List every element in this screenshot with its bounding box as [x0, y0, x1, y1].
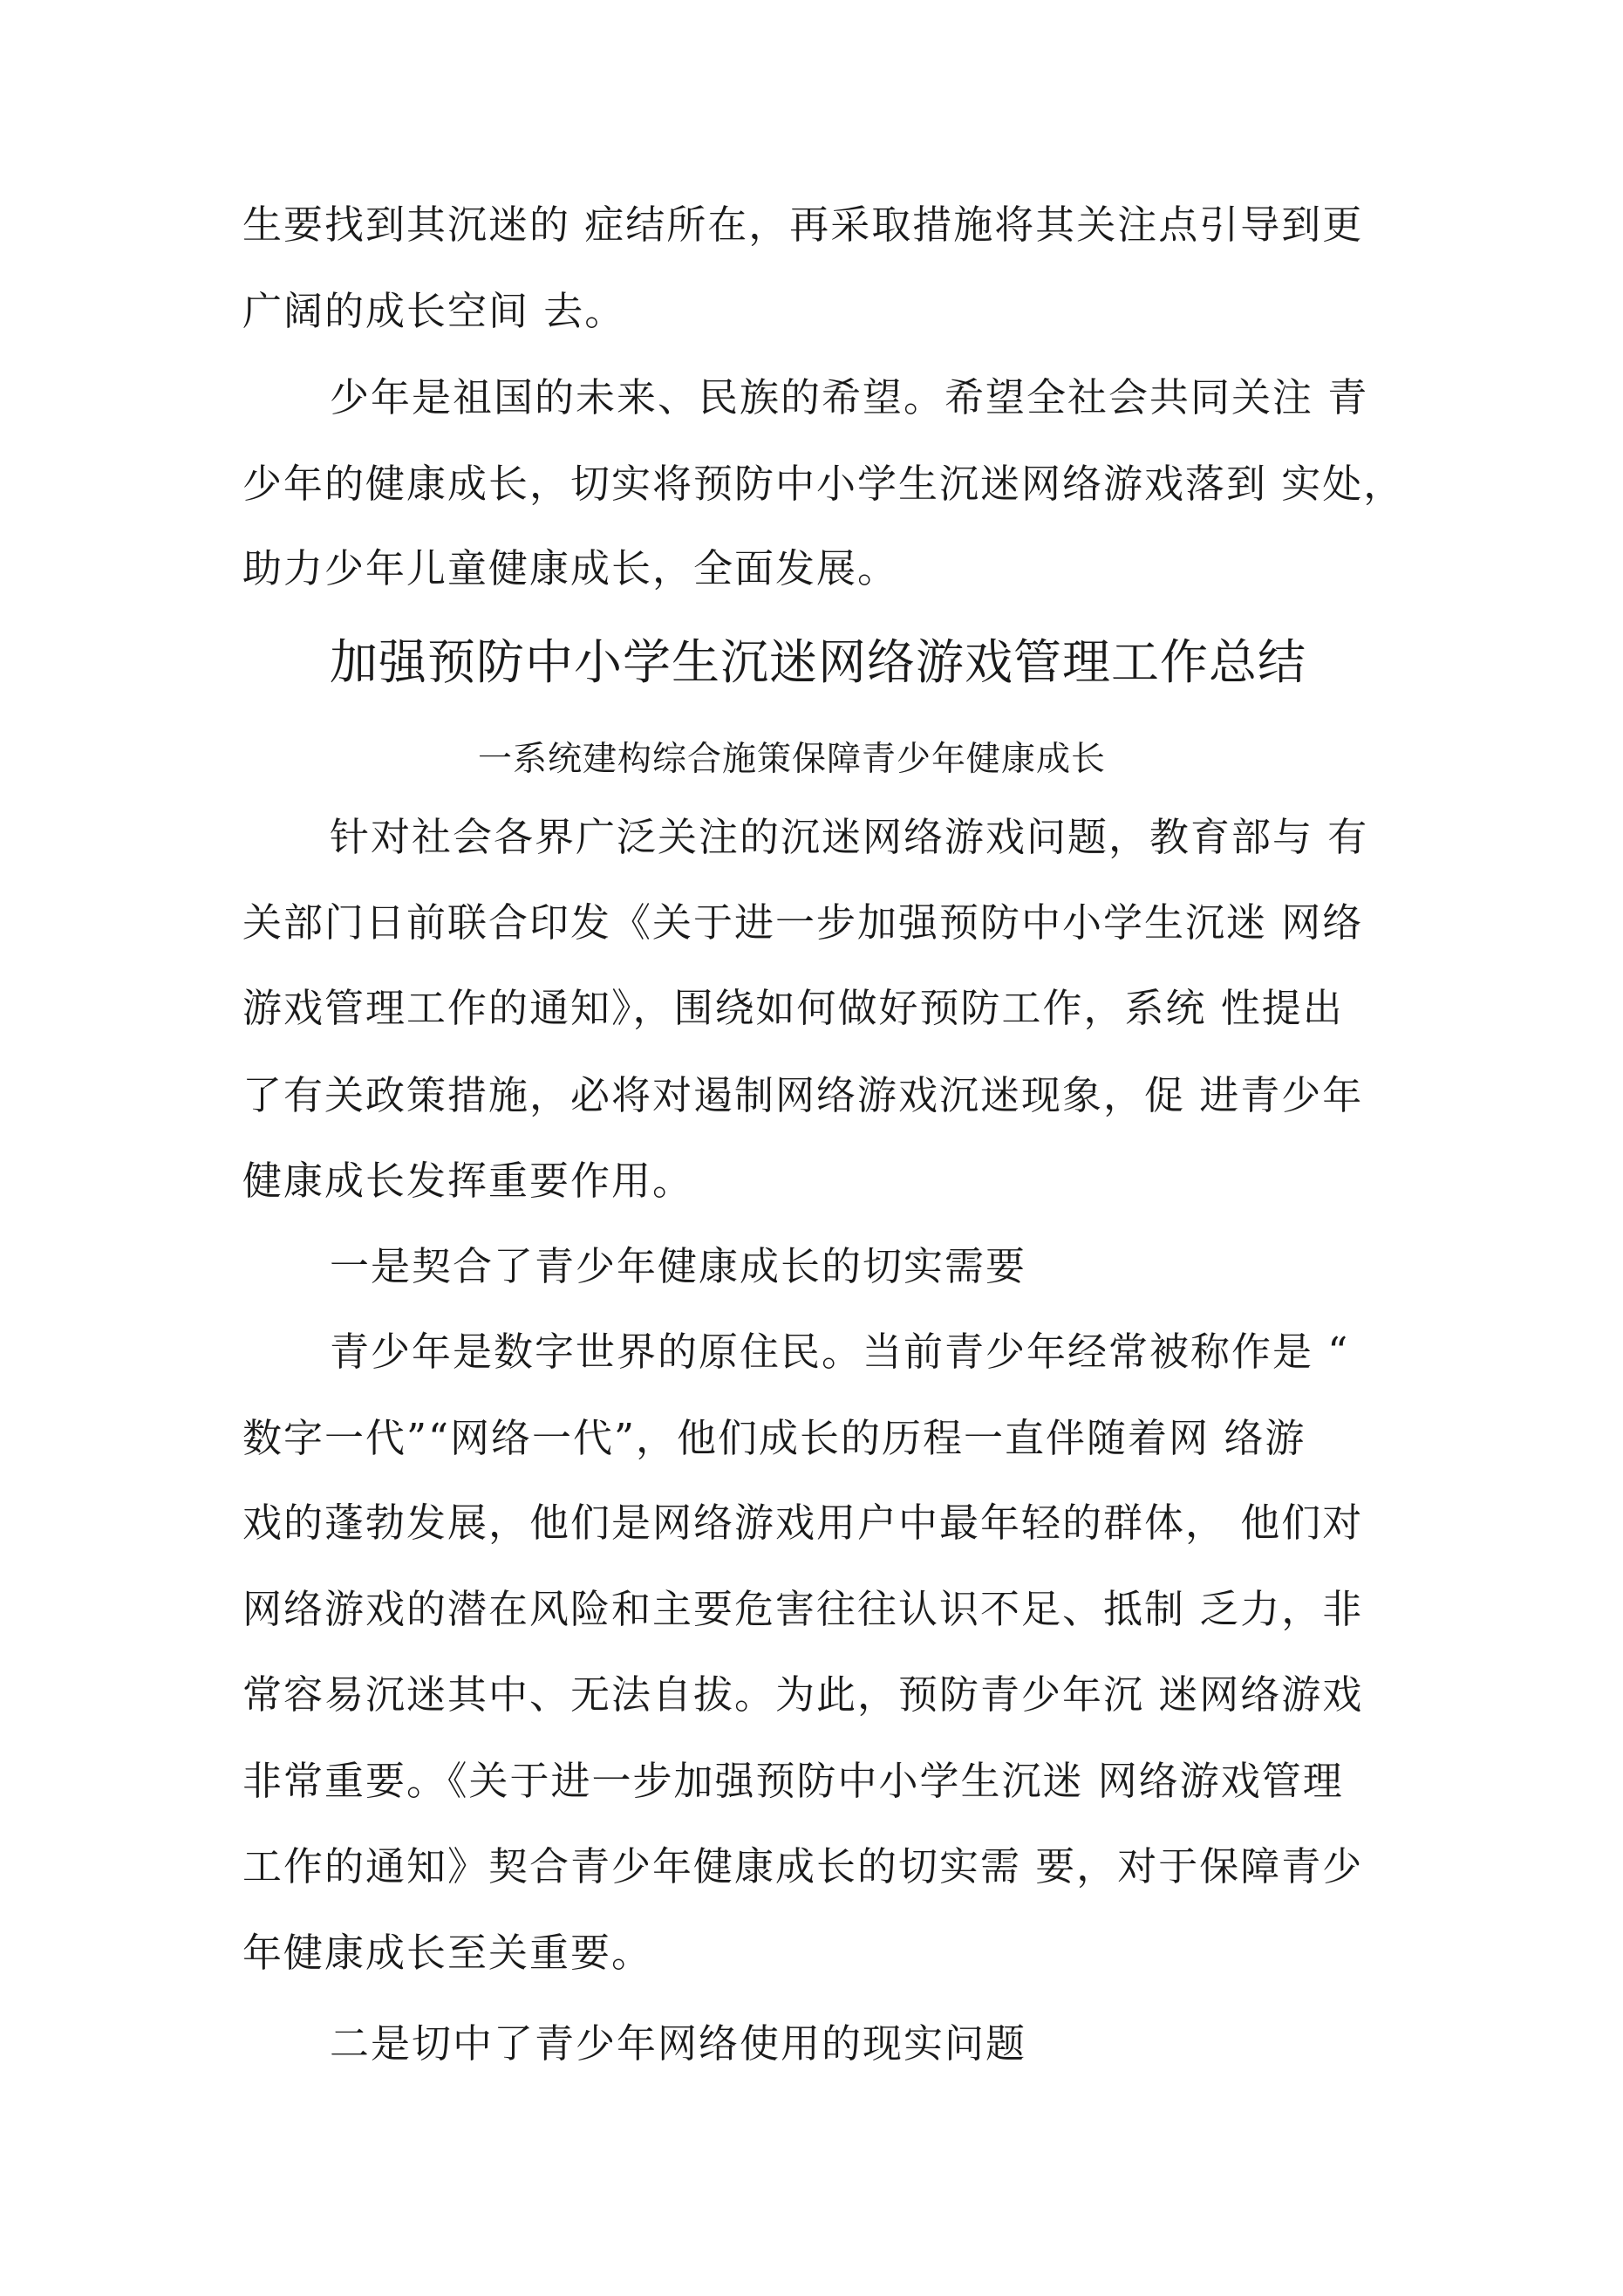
para3-line-2: 数字一代”“网络一代”，他们成长的历程一直伴随着网 络游	[242, 1415, 1306, 1461]
section-heading-1: 一是契合了青少年健康成长的切实需要	[330, 1243, 1027, 1289]
para3-line-6: 非常重要。《关于进一步加强预防中小学生沉迷 网络游戏管理	[242, 1758, 1344, 1804]
document-subtitle: 一系统建构综合施策保障青少年健康成长	[478, 740, 1107, 779]
para2-line-2: 关部门日前联合印发《关于进一步加强预防中小学生沉迷 网络	[242, 899, 1364, 946]
para3-line-4: 网络游戏的潜在风险和主要危害往往认识不足、抵制 乏力，非	[242, 1586, 1364, 1632]
para3-line-7: 工作的通知》契合青少年健康成长的切实需 要，对于保障青少	[242, 1843, 1364, 1889]
para2-line-5: 健康成长发挥重要作用。	[242, 1158, 694, 1204]
para2-line-1: 针对社会各界广泛关注的沉迷网络游戏问题，教育部与 有	[330, 814, 1369, 860]
para3-line-1: 青少年是数字世界的原住民。当前青少年经常被称作是 “	[330, 1329, 1350, 1375]
document-title: 加强预防中小学生沉迷网络游戏管理工作总结	[330, 634, 1307, 690]
para2-line-3: 游戏管理工作的通知》，围绕如何做好预防工作，系统 性提出	[242, 985, 1344, 1031]
para1-line-2: 少年的健康成长，切实将预防中小学生沉迷网络游戏落到 实处，	[242, 461, 1405, 507]
para3-line-3: 戏的蓬勃发展，他们是网络游戏用户中最年轻的群体， 他们对	[242, 1500, 1364, 1546]
intro-line-2: 广阔的成长空间 去。	[242, 288, 626, 334]
para1-line-3: 助力少年儿童健康成长，全面发展。	[242, 545, 899, 591]
para3-line-8: 年健康成长至关重要。	[242, 1930, 653, 1976]
intro-line-1: 生要找到其沉迷的 症结所在，再采取措施将其关注点引导到更	[242, 202, 1364, 248]
para1-line-1: 少年是祖国的未来、民族的希望。希望全社会共同关注 青	[330, 374, 1369, 420]
section-heading-2: 二是切中了青少年网络使用的现实问题	[330, 2020, 1027, 2067]
para3-line-5: 常容易沉迷其中、无法自拔。为此，预防青少年沉 迷网络游戏	[242, 1671, 1364, 1718]
para2-line-4: 了有关政策措施，必将对遏制网络游戏沉迷现象，促 进青少年	[242, 1072, 1364, 1118]
